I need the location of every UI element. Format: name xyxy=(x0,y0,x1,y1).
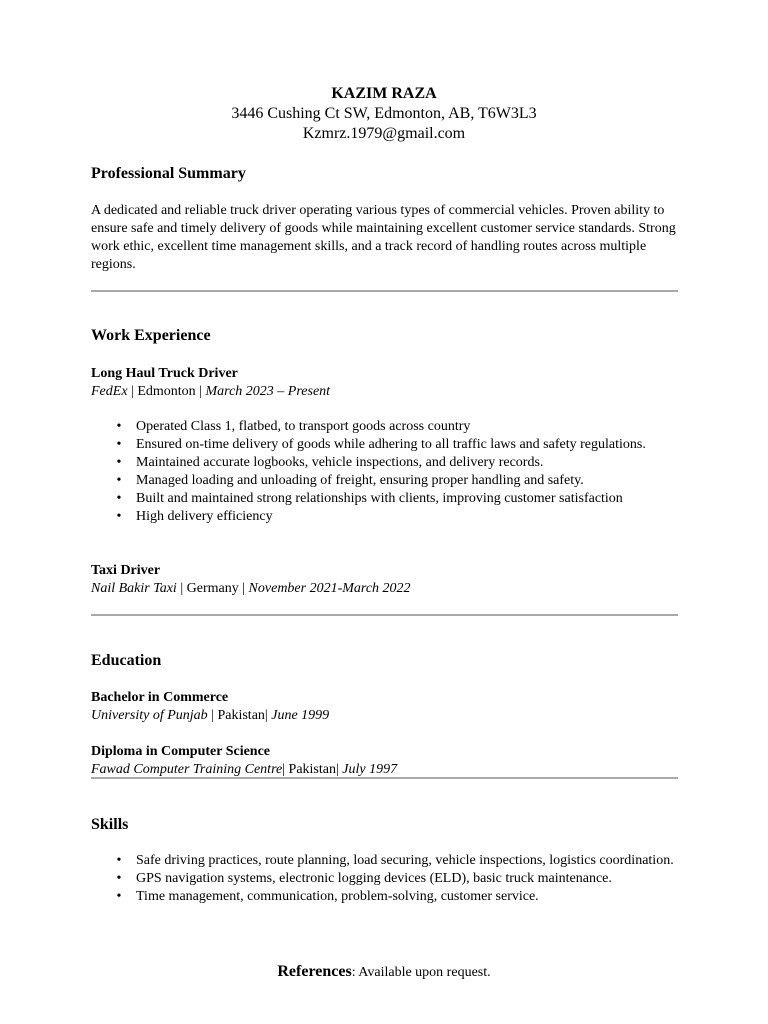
list-item xyxy=(91,436,681,454)
list-item-text: Managed loading and unloading of freight, ensuring proper handling and safety. xyxy=(136,473,584,488)
job-company: Nail Bakir Taxi xyxy=(91,581,177,596)
list-item xyxy=(91,454,681,472)
list-item xyxy=(91,418,681,436)
candidate-address: 3446 Cushing Ct SW, Edmonton, AB, T6W3L3 xyxy=(231,105,537,122)
list-item-text: Safe driving practices, route planning, load securing, vehicle inspections, logistics coordination. xyxy=(136,853,674,868)
degree-title: Bachelor in Commerce xyxy=(91,690,229,705)
list-item xyxy=(91,870,681,888)
candidate-name: KAZIM RAZA xyxy=(331,85,437,102)
bullet-icon: • xyxy=(116,491,122,506)
resume-header xyxy=(0,84,768,144)
meta-separator: | xyxy=(282,762,289,777)
section-divider xyxy=(91,290,678,292)
list-item-text: Ensured on-time delivery of goods while adhering to all traffic laws and safety regulations. xyxy=(136,437,646,452)
school-location: Pakistan xyxy=(217,708,265,723)
work-heading: Work Experience xyxy=(91,327,211,344)
list-item-text: Built and maintained strong relationships with clients, improving customer satisfaction xyxy=(136,491,623,506)
education-date: June 1999 xyxy=(271,708,330,723)
list-item-text: Operated Class 1, flatbed, to transport goods across country xyxy=(136,419,471,434)
bullet-icon: • xyxy=(116,889,122,904)
meta-separator: | xyxy=(207,708,218,723)
job-dates: March 2023 – Present xyxy=(205,384,331,399)
meta-separator: | xyxy=(195,384,206,399)
job-meta xyxy=(91,580,411,598)
list-item xyxy=(91,508,681,526)
list-item-text: GPS navigation systems, electronic logging devices (ELD), basic truck maintenance. xyxy=(136,871,612,886)
section-divider xyxy=(91,777,678,779)
summary-heading: Professional Summary xyxy=(91,165,246,182)
candidate-email: Kzmrz.1979@gmail.com xyxy=(302,125,466,142)
list-item xyxy=(91,888,681,906)
school-name: Fawad Computer Training Centre xyxy=(91,762,283,777)
job-location: Germany xyxy=(186,581,239,596)
education-heading: Education xyxy=(91,652,162,669)
references-line xyxy=(0,962,768,983)
bullet-icon: • xyxy=(116,509,122,524)
job-title: Long Haul Truck Driver xyxy=(91,366,238,381)
list-item xyxy=(91,852,681,870)
bullet-icon: • xyxy=(116,473,122,488)
school-location: Pakistan xyxy=(288,762,336,777)
degree-title: Diploma in Computer Science xyxy=(91,744,271,759)
school-name: University of Punjab xyxy=(91,708,208,723)
bullet-icon: • xyxy=(116,437,122,452)
summary-text: A dedicated and reliable truck driver operating various types of commercial vehicles. Proven ability to ensure safe and timely delivery of goods while maintaining excellent customer service standards. Strong work ethic, excellent time management skills, and a track record of handling routes across multiple regions. xyxy=(91,203,676,272)
bullet-icon: • xyxy=(116,419,122,434)
bullet-icon: • xyxy=(116,853,122,868)
education-meta xyxy=(91,707,329,725)
education-date: July 1997 xyxy=(342,762,398,777)
job-dates: November 2021-March 2022 xyxy=(248,581,411,596)
list-item xyxy=(91,490,681,508)
bullet-icon: • xyxy=(116,455,122,470)
meta-separator: | xyxy=(264,708,272,723)
job-title: Taxi Driver xyxy=(91,563,161,578)
job-meta xyxy=(91,383,330,401)
job-company: FedEx xyxy=(91,384,128,399)
skills-list xyxy=(91,852,681,906)
list-item xyxy=(91,472,681,490)
meta-separator: | xyxy=(176,581,187,596)
meta-separator: | xyxy=(127,384,138,399)
section-divider xyxy=(91,614,678,616)
job-duties-list xyxy=(91,418,681,526)
list-item-text: Time management, communication, problem-solving, customer service. xyxy=(136,889,539,904)
meta-separator: | xyxy=(335,762,343,777)
references-label: References xyxy=(277,963,352,980)
list-item-text: High delivery efficiency xyxy=(136,509,273,524)
meta-separator: | xyxy=(238,581,249,596)
references-text: : Available upon request. xyxy=(351,965,491,980)
skills-heading: Skills xyxy=(91,816,129,833)
job-location: Edmonton xyxy=(137,384,196,399)
bullet-icon: • xyxy=(116,871,122,886)
list-item-text: Maintained accurate logbooks, vehicle inspections, and delivery records. xyxy=(136,455,544,470)
